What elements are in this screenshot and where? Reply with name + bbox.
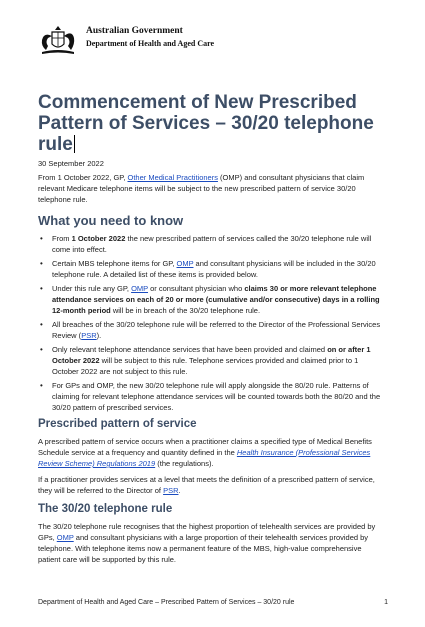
bold-text: on or after 1 October 2022 — [52, 345, 371, 365]
text: (the regulations). — [155, 459, 214, 468]
intro-text-1: From 1 October 2022, GP, — [38, 173, 128, 182]
text: and consultant physicians will be included in the 30/20 telephone rule. A detailed list of these items is provided below. — [52, 259, 376, 279]
list-item — [38, 380, 384, 413]
publish-date: 30 September 2022 — [38, 159, 104, 168]
text: Only relevant telephone attendance services that have been provided and claimed — [52, 345, 328, 354]
text: From — [52, 234, 72, 243]
dept-name: Department of Health and Aged Care — [86, 39, 215, 48]
intro-paragraph — [38, 172, 384, 205]
link-omp[interactable]: OMP — [176, 259, 194, 268]
link-psr-regulations-2019[interactable]: Health Insurance (Professional Services Review Scheme) Regulations 2019 — [38, 448, 371, 468]
prescribed-pattern-paragraph-2 — [38, 474, 384, 496]
link-psr[interactable]: PSR — [81, 331, 97, 340]
key-points-list — [38, 233, 384, 416]
link-omp[interactable]: OMP — [56, 533, 74, 542]
text: The 30/20 telephone rule recognises that the highest proportion of telehealth services are provided by GPs, — [38, 522, 376, 542]
bold-text: 1 October 2022 — [71, 234, 126, 243]
text: will be in breach of the 30/20 telephone rule. — [110, 306, 261, 315]
page-number: 1 — [384, 599, 388, 606]
bold-text: claims 30 or more relevant telephone attendance services on each of 20 or more (cumulative and/or consecutive) days in a rolling 12-month period — [52, 284, 380, 315]
text: or consultant physician who — [148, 284, 245, 293]
text: will be subject to this rule. Telephone services provided and claimed prior to 1 October 2022 are not subject to this rule. — [52, 356, 359, 376]
list-item — [38, 344, 384, 377]
section-heading-30-20-rule: The 30/20 telephone rule — [38, 503, 173, 515]
link-other-medical-practitioners[interactable]: Other Medical Practitioners — [127, 173, 218, 182]
text: the new prescribed pattern of services called the 30/20 telephone rule will come into effect. — [52, 234, 372, 254]
gov-title: Australian Government — [86, 26, 183, 36]
text: . — [178, 486, 181, 495]
page-title-text: Commencement of New Prescribed Pattern of Services – 30/20 telephone rule — [38, 92, 374, 155]
link-psr[interactable]: PSR — [163, 486, 179, 495]
text: For GPs and OMP, the new 30/20 telephone rule will apply alongside the 80/20 rule. Patterns of claiming for relevant telephone attendance services will be counted towards both the 80/20 and the 30/20 pattern of prescribed services. — [52, 381, 381, 412]
list-item — [38, 233, 384, 255]
list-item — [38, 319, 384, 341]
rule-paragraph — [38, 521, 384, 565]
text: Under this rule any GP, — [52, 284, 132, 293]
text: All breaches of the 30/20 telephone rule will be referred to the Director of the Professional Services Review ( — [52, 320, 381, 340]
coat-of-arms-icon — [38, 24, 78, 58]
section-heading-prescribed-pattern: Prescribed pattern of service — [38, 418, 197, 430]
section-heading-what-you-need-to-know: What you need to know — [38, 213, 184, 228]
page-title — [38, 92, 383, 155]
footer-text: Department of Health and Aged Care – Prescribed Pattern of Services – 30/20 rule — [38, 599, 295, 606]
list-item — [38, 258, 384, 280]
text-cursor — [74, 135, 75, 153]
page-header — [38, 22, 398, 62]
text: If a practitioner provides services at a level that meets the definition of a prescribed pattern of service, they will be referred to the Director of — [38, 475, 375, 495]
text: Certain MBS telephone items for GP, — [52, 259, 177, 268]
text: ). — [96, 331, 102, 340]
page-footer — [38, 599, 388, 606]
intro-text-2: (OMP) and consultant physicians that claim relevant Medicare telephone items will be subject to the new prescribed pattern of service 30/20 telephone rule. — [38, 173, 365, 204]
text: A prescribed pattern of service occurs when a practitioner claims a specified type of Medical Benefits Schedule service at a frequency and quantity defined in the — [38, 437, 372, 457]
link-omp[interactable]: OMP — [131, 284, 149, 293]
text: and consultant physicians with a large proportion of their telehealth services provided by telephone. With telephone items now a permanent feature of the MBS, high-value comprehensive patient care will be supported by this rule. — [38, 533, 369, 564]
list-item — [38, 283, 384, 316]
prescribed-pattern-paragraph-1 — [38, 436, 384, 469]
